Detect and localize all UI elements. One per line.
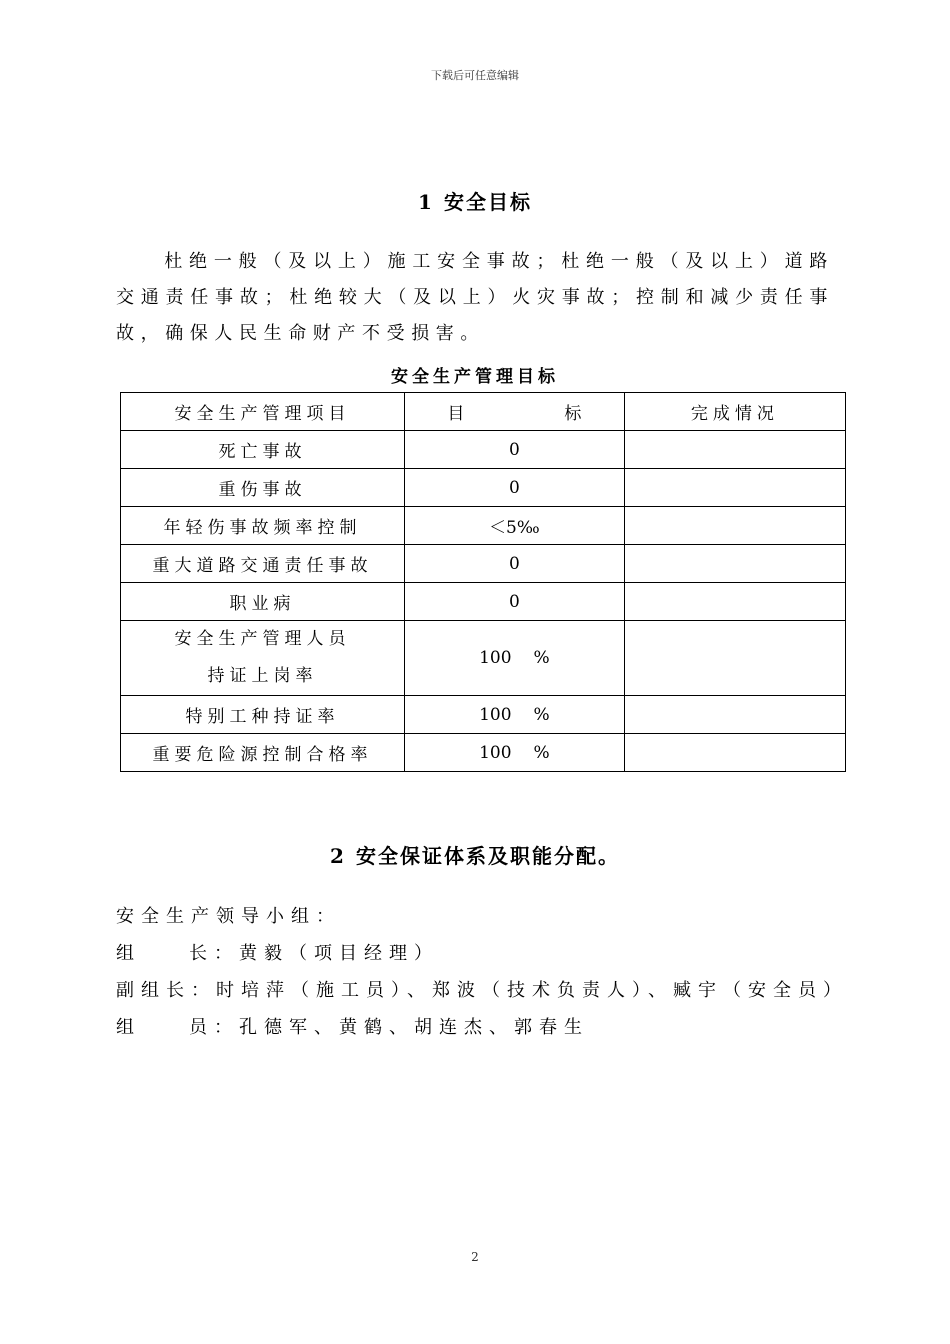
table-row (121, 431, 846, 469)
row-status (624, 431, 845, 469)
deputy-label: 副组长： (116, 980, 216, 1001)
row-item-line1: 安全生产管理人员 (174, 629, 351, 649)
section2-heading (0, 840, 950, 869)
row-item (121, 621, 405, 696)
section1-title: 安全目标 (443, 190, 532, 214)
section1-paragraph (116, 244, 834, 352)
table-header-row (121, 393, 846, 431)
row-status (624, 507, 845, 545)
row-item-line2: 持证上岗率 (207, 666, 318, 686)
table-row (121, 469, 846, 507)
header-target-left: 目 (447, 404, 465, 424)
member-label-a: 组 (116, 1017, 141, 1038)
row-target: 0 (405, 469, 625, 507)
row-target: 0 (405, 431, 625, 469)
row-status (624, 734, 845, 772)
table-row (121, 621, 846, 696)
table-row (121, 545, 846, 583)
leader-value: 黄毅（项目经理） (239, 943, 439, 964)
row-target: ＜5‰ (405, 507, 625, 545)
table-row (121, 696, 846, 734)
row-item: 重伤事故 (121, 469, 405, 507)
row-target-number: 100 (479, 704, 512, 725)
member-label-b: 员： (189, 1017, 239, 1038)
member-value: 孔德军、黄鹤、胡连杰、郭春生 (239, 1017, 589, 1038)
section1-paragraph-text: 杜绝一般（及以上）施工安全事故；杜绝一般（及以上）道路交通责任事故；杜绝较大（及以上）火灾事故；控制和减少责任事故，确保人民生命财产不受损害。 (116, 251, 834, 344)
leader-label-b: 长： (189, 943, 239, 964)
table-row (121, 507, 846, 545)
header-target-right: 标 (564, 404, 582, 424)
row-status (624, 696, 845, 734)
row-item: 特别工种持证率 (121, 696, 405, 734)
table-row (121, 734, 846, 772)
row-target (405, 621, 625, 696)
row-item: 职业病 (121, 583, 405, 621)
leader-line (116, 935, 856, 972)
row-item: 重要危险源控制合格率 (121, 734, 405, 772)
row-target (405, 734, 625, 772)
header-note: 下载后可任意编辑 (431, 69, 519, 82)
row-target-number: 100 (479, 742, 512, 763)
row-target (405, 696, 625, 734)
header-status: 完成情况 (624, 393, 845, 431)
section1-heading (0, 186, 950, 215)
row-item: 重大道路交通责任事故 (121, 545, 405, 583)
row-target-unit: % (533, 742, 550, 763)
header-item: 安全生产管理项目 (121, 393, 405, 431)
row-target: 0 (405, 583, 625, 621)
page-number: 2 (471, 1250, 479, 1264)
table-row (121, 583, 846, 621)
header-target (405, 393, 625, 431)
section1-number: 1 (418, 190, 434, 214)
leader-label-a: 组 (116, 943, 141, 964)
row-item: 死亡事故 (121, 431, 405, 469)
deputy-line (116, 972, 856, 1009)
row-target-unit: % (533, 704, 550, 725)
row-target-unit: % (533, 648, 550, 668)
row-status (624, 621, 845, 696)
row-target-number: 100 (479, 648, 512, 668)
section2-number: 2 (330, 844, 346, 868)
leadership-group (116, 898, 856, 1046)
row-item: 年轻伤事故频率控制 (121, 507, 405, 545)
table-caption: 安全生产管理目标 (391, 367, 559, 387)
section2-title: 安全保证体系及职能分配。 (355, 844, 620, 868)
goals-table (120, 392, 846, 772)
row-status (624, 583, 845, 621)
row-status (624, 545, 845, 583)
row-status (624, 469, 845, 507)
deputy-value: 时培萍（施工员）、郑波（技术负责人）、臧宇（安全员） (216, 980, 848, 1001)
group-title: 安全生产领导小组： (116, 906, 341, 927)
member-line (116, 1009, 856, 1046)
row-target: 0 (405, 545, 625, 583)
